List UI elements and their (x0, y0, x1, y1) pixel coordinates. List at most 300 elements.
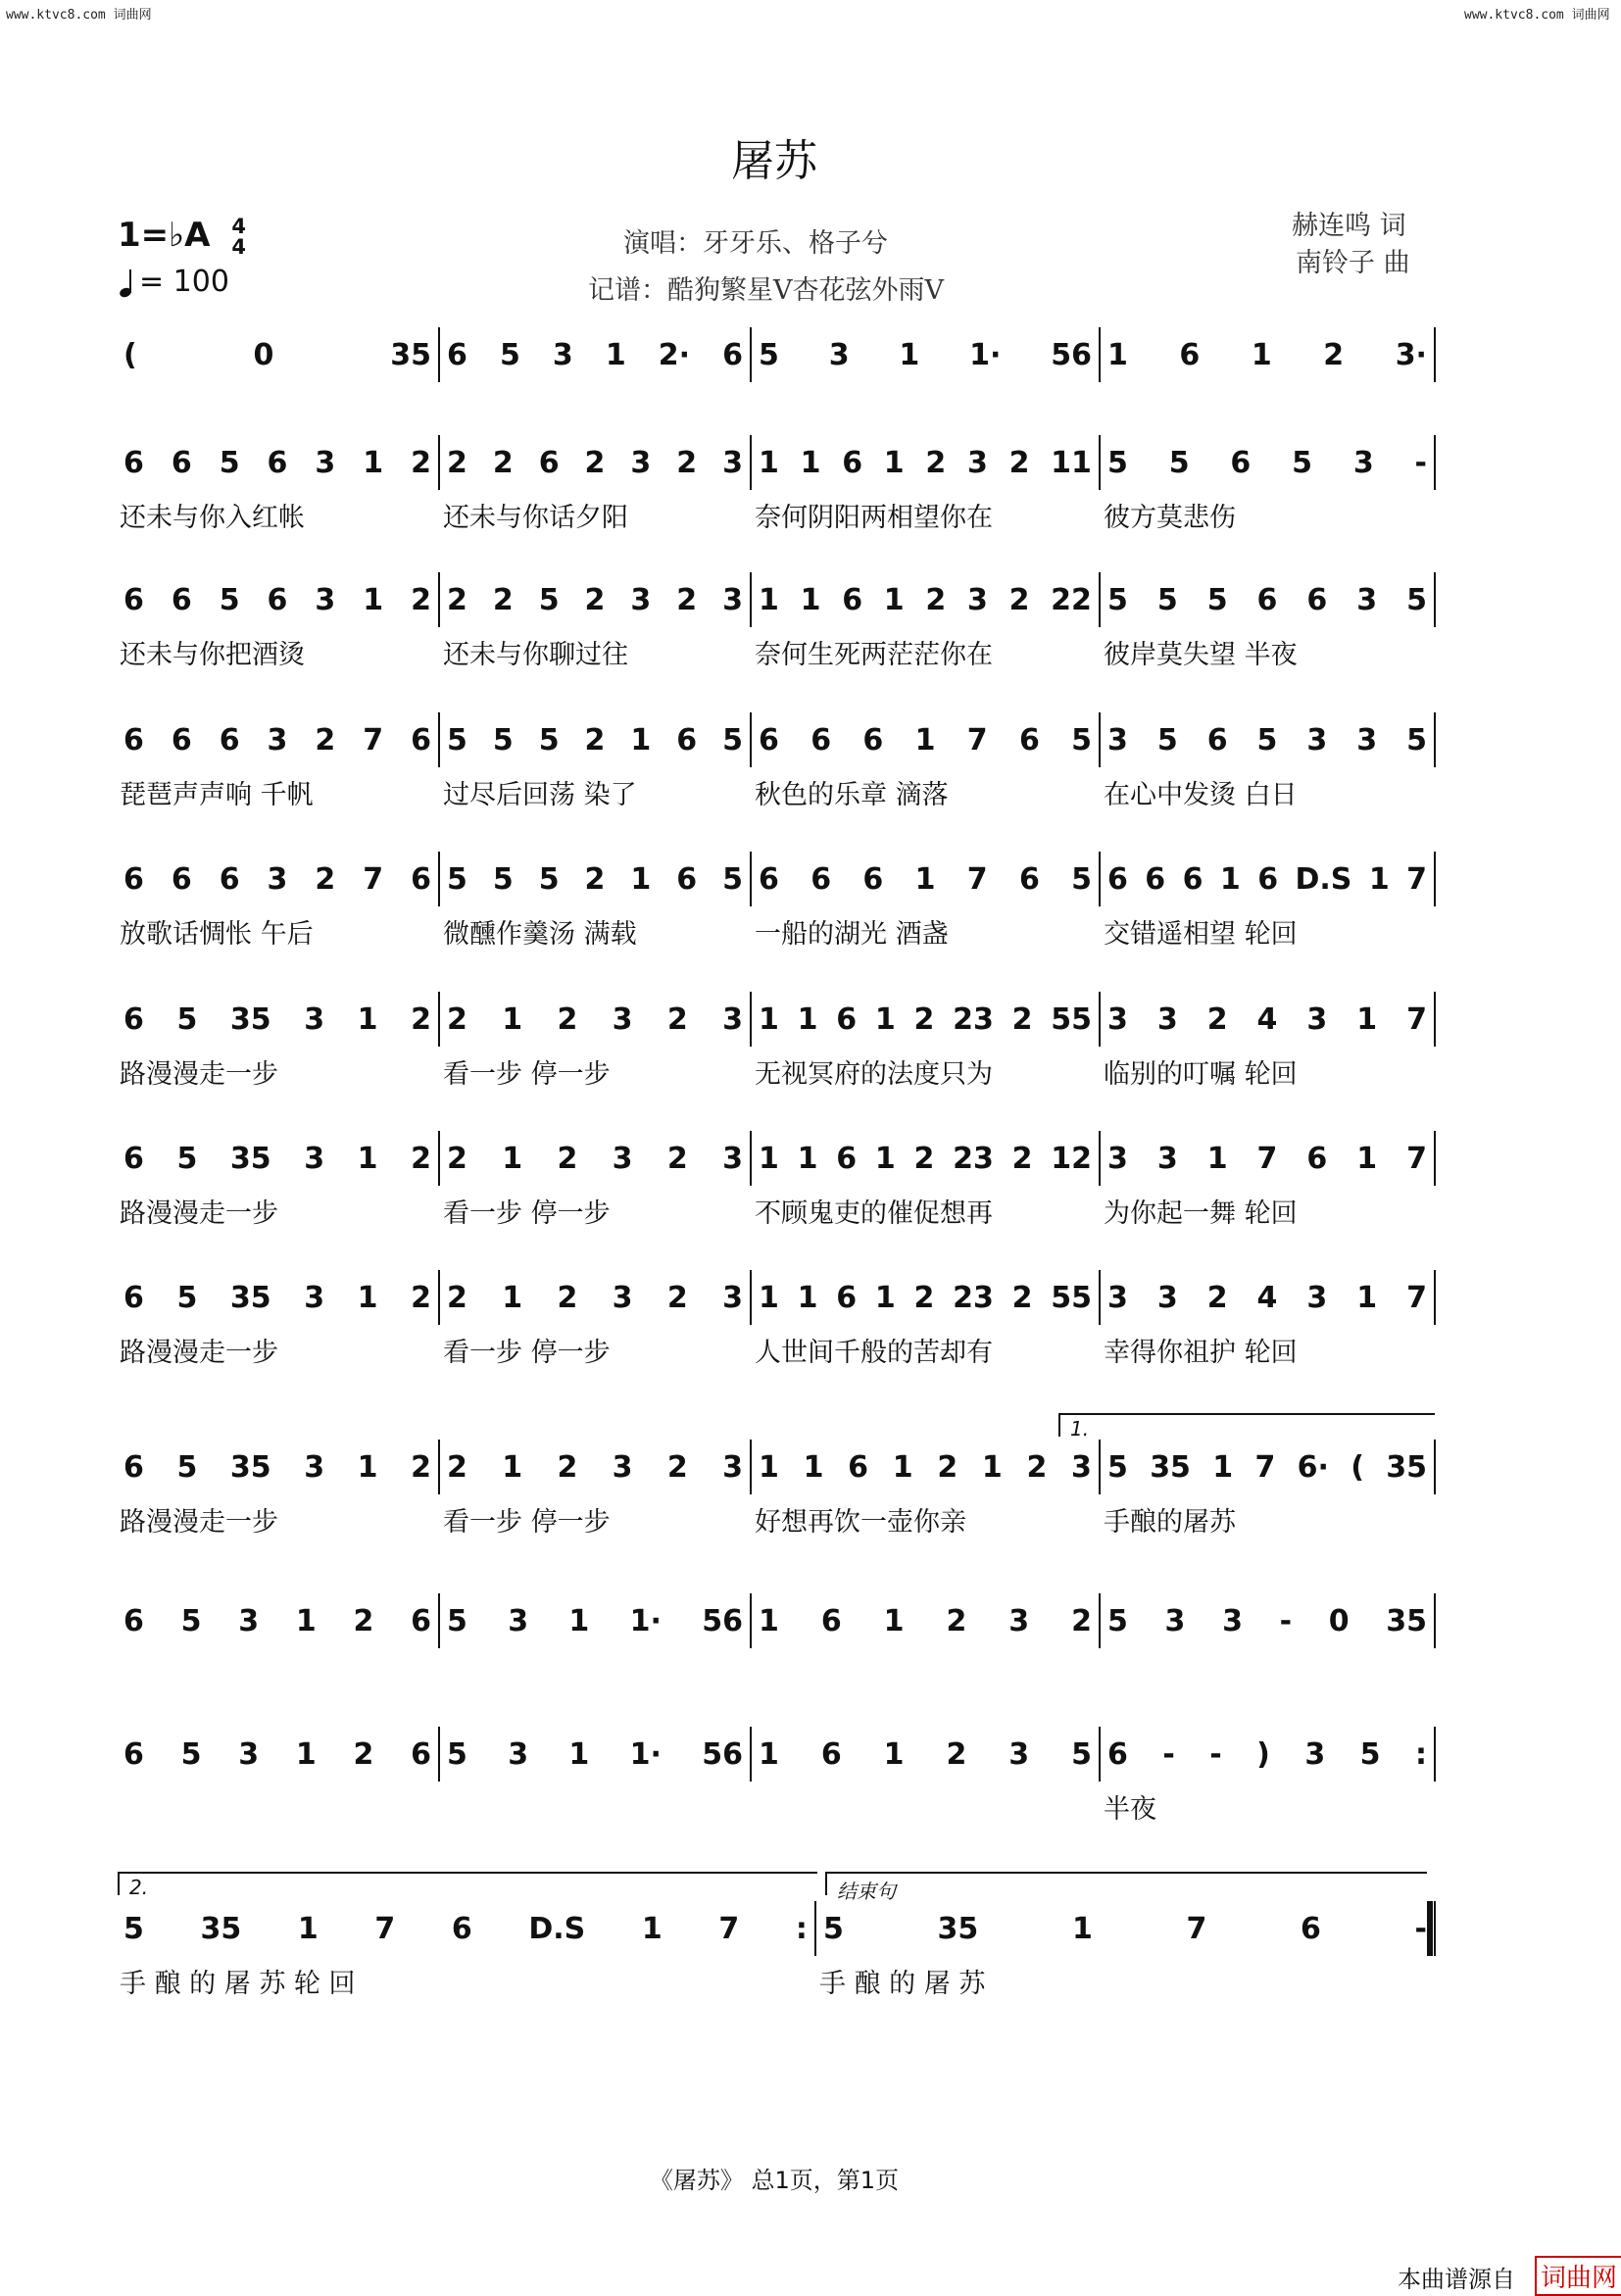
note-token: 6 (836, 1280, 858, 1315)
note-token: 5 (722, 722, 743, 757)
note-token: 0 (1328, 1603, 1350, 1638)
note-token: 3 (238, 1603, 260, 1638)
note-token: 3 (1352, 445, 1374, 480)
note-token: 5 (180, 1736, 202, 1772)
lyric-row (116, 633, 1435, 672)
tempo-marking (120, 265, 229, 299)
measure (1100, 1599, 1435, 1642)
note-token: 1 (630, 722, 652, 757)
note-token: 6 (171, 445, 192, 480)
note-token: 4 (1256, 1280, 1278, 1315)
note-token: 1 (605, 337, 626, 372)
note-token: 5 (492, 861, 514, 897)
note-token: 1 (759, 1280, 779, 1315)
note-token: 2 (411, 1001, 431, 1037)
note-token: ( (1351, 1449, 1364, 1485)
note-token: ( (123, 337, 137, 372)
measure (116, 441, 439, 484)
note-token: 2 (1008, 582, 1030, 617)
note-token: 3 (828, 337, 850, 372)
note-token: 1 (797, 1280, 818, 1315)
lyric-line: 人世间千般的苦却有 (755, 1338, 993, 1368)
score-row (116, 1907, 1435, 1950)
note-token: 1 (759, 1141, 779, 1176)
note-token: 2 (584, 445, 606, 480)
note-token: 2 (447, 1141, 467, 1176)
measure (439, 857, 751, 901)
note-token: 55 (1051, 1001, 1092, 1037)
source-text: 本曲谱源自 (1398, 2266, 1515, 2293)
lyric-line: 不顾鬼吏的催促想再 (755, 1198, 993, 1229)
note-token: 2 (411, 1141, 431, 1176)
lyric-line: 手 酿 的 屠 苏 (819, 1969, 986, 1999)
lyric-line: 无视冥府的法度只为 (755, 1059, 993, 1090)
note-token: 6 (1256, 582, 1278, 617)
note-token: 56 (1051, 337, 1092, 372)
note-token: 5 (759, 337, 779, 372)
note-token: 5 (1292, 445, 1312, 480)
lyricist-credit: 赫连鸣 词 (1292, 211, 1406, 241)
note-token: 6 (1182, 861, 1203, 897)
note-token: 3 (508, 1603, 529, 1638)
page-footer: 《屠苏》 总1页，第1页 (649, 2167, 900, 2194)
note-token: 5 (176, 1280, 198, 1315)
lyric-line: 好想再饮一壶你亲 (755, 1507, 966, 1538)
note-token: 1 (892, 1449, 913, 1485)
note-token: 35 (229, 1449, 271, 1485)
lyric-line: 看一步 停一步 (443, 1507, 611, 1538)
score-row (116, 1445, 1435, 1489)
note-token: 7 (966, 722, 988, 757)
composer-credit: 南铃子 曲 (1296, 248, 1410, 278)
lyric-line: 过尽后回荡 染了 (443, 780, 637, 810)
bar-line (1434, 572, 1436, 627)
note-token: 6 (411, 861, 431, 897)
measure (116, 1907, 815, 1950)
measure (116, 1276, 439, 1319)
measure (1100, 578, 1435, 621)
note-token: 3 (267, 722, 288, 757)
lyric-line: 看一步 停一步 (443, 1198, 611, 1229)
note-token: 3 (304, 1280, 325, 1315)
note-token: 7 (363, 861, 384, 897)
note-token: 1 (1206, 1141, 1228, 1176)
volta-second-ending-label: 2. (129, 1876, 149, 1899)
note-token: 23 (953, 1141, 994, 1176)
note-token: 6 (848, 1449, 869, 1485)
bar-line (1434, 1270, 1436, 1325)
lyric-line: 路漫漫走一步 (120, 1507, 278, 1538)
note-token: : (795, 1911, 808, 1946)
score-row (116, 1599, 1435, 1642)
note-token: 7 (1186, 1911, 1207, 1946)
note-token: 6 (842, 445, 863, 480)
note-token: 6 (447, 337, 467, 372)
note-token: 35 (390, 337, 431, 372)
note-token: 3 (1107, 1141, 1128, 1176)
note-token: 1 (502, 1449, 523, 1485)
note-token: 6 (722, 337, 743, 372)
note-token: 6 (219, 861, 240, 897)
note-token: 3 (612, 1141, 633, 1176)
note-token: 3 (315, 445, 336, 480)
note-token: 3 (630, 582, 652, 617)
note-token: 6 (411, 722, 431, 757)
note-token: 35 (1386, 1449, 1427, 1485)
note-token: 6 (123, 1141, 144, 1176)
note-token: 3 (1356, 582, 1378, 617)
note-token: 3 (966, 445, 988, 480)
lyric-row (116, 912, 1435, 952)
note-token: 6· (1297, 1449, 1329, 1485)
measure (439, 441, 751, 484)
note-token: 2 (1323, 337, 1345, 372)
lyric-line: 临别的叮嘱 轮回 (1104, 1059, 1298, 1090)
measure (1100, 1733, 1435, 1776)
lyric-row (116, 773, 1435, 812)
note-token: 35 (200, 1911, 242, 1946)
note-token: 1 (502, 1280, 523, 1315)
lyric-line: 路漫漫走一步 (120, 1338, 278, 1368)
note-token: 1 (874, 1280, 896, 1315)
measure (1100, 1137, 1435, 1180)
note-token: 2 (584, 582, 606, 617)
note-token: 7 (1406, 1141, 1427, 1176)
note-token: 5 (492, 722, 514, 757)
note-token: 3 (1107, 1280, 1128, 1315)
note-token: 2 (1026, 1449, 1048, 1485)
note-token: 6 (411, 1603, 431, 1638)
lyric-line: 手酿的屠苏 (1104, 1507, 1236, 1538)
note-token: 1 (1212, 1449, 1234, 1485)
measure (1100, 1276, 1435, 1319)
note-token: 1 (297, 1911, 319, 1946)
note-token: 7 (1254, 1449, 1276, 1485)
note-token: 3 (1008, 1603, 1030, 1638)
note-token: 3 (238, 1736, 260, 1772)
note-token: 35 (1150, 1449, 1191, 1485)
lyric-line: 秋色的乐章 滴落 (755, 780, 949, 810)
note-token: 1 (914, 722, 936, 757)
measure (1100, 857, 1435, 901)
note-token: 6 (676, 861, 698, 897)
transcriber-credit: 记谱：酷狗繁星V杏花弦外雨V (588, 275, 944, 306)
note-token: 7 (1406, 861, 1427, 897)
measure (116, 1445, 439, 1489)
lyric-line: 还未与你聊过往 (443, 640, 628, 670)
bar-line (1434, 435, 1436, 490)
note-token: 3· (1395, 337, 1427, 372)
note-token: 6 (810, 722, 832, 757)
note-token: 2 (1011, 1001, 1033, 1037)
note-token: 6 (123, 1280, 144, 1315)
note-token: 1 (363, 582, 384, 617)
note-token: 2 (492, 445, 514, 480)
note-token: 5 (1206, 582, 1228, 617)
lyric-row (116, 1331, 1435, 1370)
note-token: 35 (937, 1911, 979, 1946)
lyric-line: 放歌话惆怅 午后 (120, 919, 314, 950)
note-token: 6 (123, 445, 144, 480)
note-token: 1 (295, 1736, 317, 1772)
volta-coda-label: 结束句 (837, 1880, 896, 1903)
volta-first-ending (1058, 1413, 1435, 1441)
note-token: 5 (447, 1603, 467, 1638)
note-token: 1 (1356, 1141, 1378, 1176)
note-token: 7 (1406, 1280, 1427, 1315)
note-token: 1 (1251, 337, 1272, 372)
note-token: 1 (1356, 1001, 1378, 1037)
note-token: 7 (374, 1911, 396, 1946)
note-token: 1 (800, 582, 821, 617)
lyric-line: 奈何阴阳两相望你在 (755, 503, 993, 533)
note-token: 1 (502, 1001, 523, 1037)
note-token: 5 (180, 1603, 202, 1638)
volta-first-ending-label: 1. (1070, 1417, 1090, 1441)
note-token: 6 (820, 1736, 842, 1772)
note-token: 3 (1156, 1141, 1178, 1176)
note-token: 2 (315, 722, 336, 757)
lyric-line: 琵琶声声响 千帆 (120, 780, 314, 810)
score-row (116, 1733, 1435, 1776)
note-token: 6 (820, 1603, 842, 1638)
lyric-line: 手 酿 的 屠 苏 轮 回 (120, 1969, 356, 1999)
lyric-line: 在心中发烫 白日 (1104, 780, 1298, 810)
site-watermark-right: www.ktvc8.com 词曲网 (1464, 8, 1610, 23)
measure (439, 1137, 751, 1180)
measure (1100, 998, 1435, 1041)
note-token: 1 (357, 1141, 378, 1176)
note-token: 23 (953, 1001, 994, 1037)
note-token: 5 (538, 861, 560, 897)
note-token: - (1162, 1736, 1175, 1772)
lyric-line: 看一步 停一步 (443, 1338, 611, 1368)
note-token: 2 (946, 1736, 967, 1772)
note-token: 0 (253, 337, 274, 372)
note-token: 55 (1051, 1280, 1092, 1315)
note-token: 3 (630, 445, 652, 480)
note-token: 6 (1306, 582, 1328, 617)
note-token: 6 (676, 722, 698, 757)
note-token: 2 (1206, 1001, 1228, 1037)
note-token: 1 (502, 1141, 523, 1176)
note-token: 6 (836, 1001, 858, 1037)
note-token: 2 (411, 445, 431, 480)
bar-line (1434, 852, 1436, 906)
measure (116, 1599, 439, 1642)
note-token: 5 (1256, 722, 1278, 757)
note-token: 2 (447, 1280, 467, 1315)
note-token: 12 (1051, 1141, 1092, 1176)
note-token: 1 (883, 445, 905, 480)
note-token: 5 (219, 582, 240, 617)
bar-line (1434, 992, 1436, 1047)
note-token: 3 (612, 1001, 633, 1037)
note-token: 6 (123, 582, 144, 617)
note-token: 2 (925, 445, 947, 480)
note-token: 7 (1406, 1001, 1427, 1037)
note-token: 2 (447, 1449, 467, 1485)
measure (751, 718, 1100, 761)
note-token: 3 (1306, 722, 1328, 757)
lyric-line: 看一步 停一步 (443, 1059, 611, 1090)
measure (1100, 441, 1435, 484)
tempo-value: = 100 (139, 265, 229, 299)
note-token: 1 (1071, 1911, 1093, 1946)
note-token: 5 (1406, 722, 1427, 757)
meter-bottom: 4 (231, 234, 246, 259)
note-token: 1 (568, 1736, 590, 1772)
lyric-row (116, 1787, 1435, 1827)
note-token: 1 (914, 861, 936, 897)
note-token: 5 (176, 1001, 198, 1037)
note-token: 2 (353, 1736, 374, 1772)
note-token: D.S (528, 1911, 586, 1946)
note-token: 6 (1107, 1736, 1128, 1772)
note-token: 2 (666, 1141, 688, 1176)
measure (751, 998, 1100, 1041)
note-token: 1 (1368, 861, 1390, 897)
note-token: 3 (1156, 1280, 1178, 1315)
note-token: 1· (629, 1736, 662, 1772)
note-token: 5 (1107, 445, 1128, 480)
lyric-line: 一船的湖光 酒盏 (755, 919, 949, 950)
bar-line (1434, 327, 1436, 382)
note-token: 2 (557, 1141, 578, 1176)
note-token: 1 (797, 1141, 818, 1176)
note-token: 1 (759, 1736, 779, 1772)
lyric-row (116, 1052, 1435, 1092)
measure (751, 441, 1100, 484)
note-token: 1 (641, 1911, 663, 1946)
note-token: 1 (981, 1449, 1003, 1485)
note-token: 3 (304, 1449, 325, 1485)
note-token: 7 (718, 1911, 740, 1946)
note-token: 3 (1107, 722, 1128, 757)
note-token: 6 (1230, 445, 1252, 480)
note-token: 1· (969, 337, 1002, 372)
note-token: 3 (1156, 1001, 1178, 1037)
note-token: 3 (722, 582, 743, 617)
note-token: 5 (447, 722, 467, 757)
note-token: 7 (966, 861, 988, 897)
lyric-line: 路漫漫走一步 (120, 1198, 278, 1229)
note-token: 35 (1386, 1603, 1427, 1638)
note-token: 1 (883, 582, 905, 617)
measure (751, 1445, 1100, 1489)
note-token: 1 (630, 861, 652, 897)
measure (1100, 333, 1435, 376)
note-token: 6 (842, 582, 863, 617)
note-token: 2 (557, 1280, 578, 1315)
note-token: 3 (552, 337, 573, 372)
note-token: 3 (267, 861, 288, 897)
note-token: 1 (357, 1280, 378, 1315)
note-token: 2 (492, 582, 514, 617)
note-token: 3 (1107, 1001, 1128, 1037)
note-token: 2 (676, 445, 698, 480)
note-token: 35 (229, 1001, 271, 1037)
note-token: 1 (803, 1449, 824, 1485)
bar-line (1434, 1440, 1436, 1494)
note-token: 5 (1156, 722, 1178, 757)
note-token: 3 (1356, 722, 1378, 757)
lyric-line: 还未与你话夕阳 (443, 503, 628, 533)
note-token: 5 (176, 1141, 198, 1176)
note-token: 2 (447, 582, 467, 617)
note-token: ) (1256, 1736, 1270, 1772)
lyric-line: 为你起一舞 轮回 (1104, 1198, 1298, 1229)
note-token: 6 (759, 861, 779, 897)
note-token: 3 (508, 1736, 529, 1772)
note-token: 6 (411, 1736, 431, 1772)
note-token: 2 (666, 1449, 688, 1485)
note-token: 2 (913, 1141, 935, 1176)
note-token: 2 (411, 1280, 431, 1315)
measure (751, 1599, 1100, 1642)
measure (815, 1907, 1435, 1950)
note-token: 5 (1406, 582, 1427, 617)
lyric-line: 半夜 (1104, 1794, 1156, 1825)
note-token: 6 (862, 861, 884, 897)
note-token: : (1414, 1736, 1427, 1772)
bar-line (1434, 1901, 1436, 1956)
note-token: 6 (123, 722, 144, 757)
note-token: - (1414, 445, 1427, 480)
lyric-row (116, 1500, 1435, 1539)
lyric-row (116, 1192, 1435, 1231)
note-token: 2 (946, 1603, 967, 1638)
note-token: 3 (722, 1001, 743, 1037)
note-token: 5 (499, 337, 520, 372)
bar-line (1434, 712, 1436, 767)
bar-line (1434, 1593, 1436, 1648)
score-row (116, 718, 1435, 761)
note-token: 2 (925, 582, 947, 617)
score-row (116, 857, 1435, 901)
note-token: 3 (966, 582, 988, 617)
note-token: 6 (123, 1001, 144, 1037)
note-token: 6 (451, 1911, 472, 1946)
song-title: 屠苏 (731, 136, 817, 186)
measure (116, 1733, 439, 1776)
note-token: 2 (584, 722, 606, 757)
measure (439, 1733, 751, 1776)
note-token: 5 (176, 1449, 198, 1485)
measure (751, 1137, 1100, 1180)
note-token: 2 (913, 1280, 935, 1315)
note-token: 3 (1008, 1736, 1030, 1772)
note-token: 6 (1306, 1141, 1328, 1176)
note-token: D.S (1295, 861, 1352, 897)
note-token: 3 (1304, 1736, 1326, 1772)
note-token: 5 (1359, 1736, 1381, 1772)
note-token: 5 (123, 1911, 144, 1946)
volta-second-ending (118, 1872, 817, 1899)
note-token: - (1414, 1911, 1427, 1946)
measure (439, 1445, 751, 1489)
note-token: 7 (1256, 1141, 1278, 1176)
lyric-line: 还未与你入红帐 (120, 503, 305, 533)
note-token: 1 (883, 1736, 905, 1772)
note-token: 2 (1206, 1280, 1228, 1315)
note-token: 5 (1107, 1603, 1128, 1638)
note-token: 2 (353, 1603, 374, 1638)
note-token: 6 (759, 722, 779, 757)
note-token: 23 (953, 1280, 994, 1315)
lyric-line: 彼方莫悲伤 (1104, 503, 1236, 533)
note-token: 6 (123, 861, 144, 897)
